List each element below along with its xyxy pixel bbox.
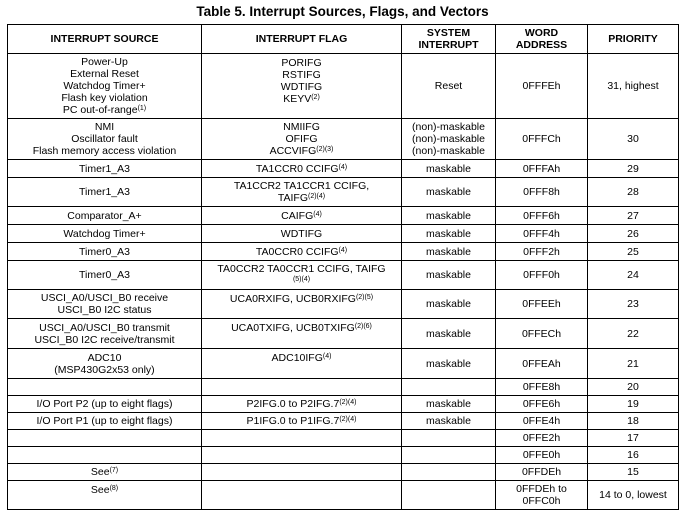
flag-cell [202, 319, 402, 349]
source-cell [8, 447, 202, 464]
flag-text: TAIFG [277, 192, 308, 204]
word-address-cell: 0FFEEh [496, 290, 588, 319]
word-address-cell: 0FFE8h [496, 379, 588, 396]
table-row [8, 319, 679, 349]
source-line: ADC10 [87, 352, 122, 364]
source-text: See [90, 466, 110, 478]
flag-cell [202, 379, 402, 396]
source-line: (MSP430G2x53 only) [54, 364, 155, 376]
source-line: Flash key violation [61, 92, 148, 104]
table-row [8, 379, 679, 396]
source-cell: Comparator_A+ [8, 207, 202, 225]
source-cell [8, 119, 202, 160]
flag-cell: WDTIFG [202, 225, 402, 243]
source-cell: Timer1_A3 [8, 160, 202, 178]
footnote-ref: (4) [322, 353, 332, 360]
flag-cell [202, 464, 402, 481]
footnote-ref: (2)(4) [339, 416, 357, 423]
flag-cell [202, 261, 402, 290]
flag-line [204, 93, 399, 105]
footnote-ref: (2)(4) [339, 399, 357, 406]
priority-cell: 25 [588, 243, 679, 261]
table-row [8, 464, 679, 481]
flag-cell [202, 160, 402, 178]
flag-text: UCA0RXIFG, UCB0RXIFG [229, 293, 356, 305]
source-line: USCI_B0 I2C status [57, 304, 152, 316]
system-interrupt-cell: maskable [402, 160, 496, 178]
flag-cell [202, 243, 402, 261]
source-line: USCI_A0/USCI_B0 transmit [39, 321, 170, 334]
system-interrupt-cell [402, 379, 496, 396]
priority-cell: 17 [588, 430, 679, 447]
footnote-ref: (2)(3) [316, 146, 334, 153]
word-address-cell: 0FFE2h [496, 430, 588, 447]
system-interrupt-cell: maskable [402, 349, 496, 379]
word-address-cell: 0FFE6h [496, 396, 588, 413]
table-row [8, 261, 679, 290]
system-interrupt-cell [402, 430, 496, 447]
address-line: 0FFDEh to [516, 483, 567, 495]
header-word-address [496, 25, 588, 54]
footnote-ref: (4) [338, 246, 348, 254]
header-priority: PRIORITY [588, 25, 679, 54]
system-interrupt-cell: maskable [402, 207, 496, 225]
header-word-line2: ADDRESS [515, 39, 568, 51]
table-row [8, 225, 679, 243]
address-line: 0FFC0h [522, 495, 561, 507]
source-text: See [90, 484, 110, 496]
priority-cell: 26 [588, 225, 679, 243]
table-row [8, 413, 679, 430]
priority-cell: 28 [588, 178, 679, 207]
system-interrupt-cell: maskable [402, 413, 496, 430]
system-interrupt-cell [402, 119, 496, 160]
system-interrupt-cell: maskable [402, 319, 496, 349]
source-line: External Reset [70, 68, 139, 80]
flag-line: OFIFG [285, 133, 318, 145]
table-row [8, 396, 679, 413]
source-cell [8, 430, 202, 447]
table-row [8, 178, 679, 207]
flag-text: P2IFG.0 to P2IFG.7 [246, 398, 340, 410]
table-row [8, 447, 679, 464]
source-cell [8, 379, 202, 396]
flag-cell [202, 178, 402, 207]
source-cell [8, 464, 202, 481]
priority-cell: 31, highest [588, 54, 679, 119]
header-system-interrupt [402, 25, 496, 54]
flag-line: NMIIFG [283, 121, 320, 133]
source-line: Power-Up [81, 56, 128, 68]
header-interrupt-flag: INTERRUPT FLAG [202, 25, 402, 54]
flag-text: ACCVIFG [269, 145, 317, 157]
word-address-cell: 0FFFCh [496, 119, 588, 160]
table-title: Table 5. Interrupt Sources, Flags, and Vectors [196, 4, 489, 19]
source-cell: I/O Port P2 (up to eight flags) [8, 396, 202, 413]
word-address-cell: 0FFFAh [496, 160, 588, 178]
word-address-cell: 0FFF8h [496, 178, 588, 207]
table-row [8, 243, 679, 261]
source-line: Flash memory access violation [32, 145, 177, 157]
system-line: (non)-maskable [412, 145, 485, 157]
flag-cell [202, 349, 402, 379]
word-address-cell: 0FFFEh [496, 54, 588, 119]
table-row [8, 119, 679, 160]
flag-cell [202, 290, 402, 319]
flag-line: RSTIFG [282, 69, 321, 81]
table-row [8, 54, 679, 119]
source-cell [8, 290, 202, 319]
footnote-ref: (1) [137, 105, 147, 112]
source-line: USCI_B0 I2C receive/transmit [34, 333, 175, 346]
source-cell [8, 481, 202, 510]
priority-cell: 18 [588, 413, 679, 430]
priority-cell: 15 [588, 464, 679, 481]
priority-cell: 24 [588, 261, 679, 290]
footnote-ref: (5)(4) [292, 276, 311, 283]
word-address-cell: 0FFF0h [496, 261, 588, 290]
word-address-cell: 0FFDEh [496, 464, 588, 481]
source-cell: Timer1_A3 [8, 178, 202, 207]
table-row [8, 160, 679, 178]
footnote-ref: (2)(5) [355, 294, 374, 301]
priority-cell: 30 [588, 119, 679, 160]
source-cell: Timer0_A3 [8, 261, 202, 290]
flag-text: TA1CCR0 CCIFG [255, 162, 339, 175]
flag-line [204, 192, 399, 204]
table-row [8, 290, 679, 319]
footnote-ref: (2)(6) [354, 323, 372, 330]
footnote-ref: (8) [109, 485, 119, 492]
footnote-ref: (7) [109, 467, 119, 474]
system-interrupt-cell: maskable [402, 290, 496, 319]
system-interrupt-cell: maskable [402, 225, 496, 243]
source-line [10, 104, 199, 116]
priority-cell: 19 [588, 396, 679, 413]
source-line: USCI_A0/USCI_B0 receive [40, 292, 169, 304]
flag-text: UCA0TXIFG, UCB0TXIFG [231, 322, 355, 334]
header-word-line1: WORD [524, 27, 559, 39]
word-address-cell: 0FFE0h [496, 447, 588, 464]
priority-cell: 23 [588, 290, 679, 319]
table-row [8, 430, 679, 447]
word-address-cell: 0FFE4h [496, 413, 588, 430]
word-address-cell: 0FFEAh [496, 349, 588, 379]
footnote-ref: (4) [313, 210, 322, 218]
header-system-line2: INTERRUPT [418, 39, 479, 51]
priority-cell: 29 [588, 160, 679, 178]
system-line: (non)-maskable [412, 133, 485, 145]
table-row [8, 207, 679, 225]
table-row [8, 349, 679, 379]
source-cell: Watchdog Timer+ [8, 225, 202, 243]
flag-line: PORIFG [281, 57, 322, 69]
system-interrupt-cell [402, 464, 496, 481]
source-line: NMI [94, 121, 115, 133]
system-interrupt-cell [402, 447, 496, 464]
system-interrupt-cell: maskable [402, 261, 496, 290]
flag-line: TA1CCR2 TA1CCR1 CCIFG, [233, 180, 370, 192]
priority-cell: 16 [588, 447, 679, 464]
source-cell [8, 349, 202, 379]
source-cell: I/O Port P1 (up to eight flags) [8, 413, 202, 430]
interrupt-table [7, 24, 679, 510]
source-line: Oscillator fault [71, 133, 138, 145]
system-line: (non)-maskable [412, 121, 485, 133]
word-address-cell: 0FFF4h [496, 225, 588, 243]
flag-cell [202, 447, 402, 464]
system-interrupt-cell [402, 481, 496, 510]
flag-cell [202, 481, 402, 510]
header-interrupt-source: INTERRUPT SOURCE [8, 25, 202, 54]
priority-cell: 27 [588, 207, 679, 225]
flag-text: KEYV [283, 93, 312, 105]
flag-line [204, 275, 399, 287]
priority-cell: 22 [588, 319, 679, 349]
flag-cell [202, 54, 402, 119]
table-row [8, 481, 679, 510]
flag-line [204, 145, 399, 157]
flag-cell [202, 207, 402, 225]
source-cell [8, 319, 202, 349]
word-address-cell: 0FFF2h [496, 243, 588, 261]
footnote-ref: (2) [311, 94, 320, 101]
source-text: PC out-of-range [62, 104, 138, 116]
flag-cell [202, 430, 402, 447]
priority-cell: 20 [588, 379, 679, 396]
system-interrupt-cell: maskable [402, 243, 496, 261]
source-cell: Timer0_A3 [8, 243, 202, 261]
system-interrupt-cell: maskable [402, 178, 496, 207]
flag-cell [202, 119, 402, 160]
priority-cell: 14 to 0, lowest [588, 481, 679, 510]
footnote-ref: (4) [338, 163, 348, 171]
flag-text: P1IFG.0 to P1IFG.7 [246, 415, 340, 427]
header-row [8, 25, 679, 54]
flag-line: TA0CCR2 TA0CCR1 CCIFG, TAIFG [217, 263, 386, 275]
priority-cell: 21 [588, 349, 679, 379]
system-interrupt-cell: maskable [402, 396, 496, 413]
flag-cell [202, 396, 402, 413]
system-interrupt-cell: Reset [402, 54, 496, 119]
footnote-ref: (2)(4) [308, 193, 326, 200]
flag-cell [202, 413, 402, 430]
source-cell [8, 54, 202, 119]
word-address-cell: 0FFF6h [496, 207, 588, 225]
source-line: Watchdog Timer+ [63, 80, 146, 92]
flag-line: WDTIFG [280, 81, 323, 93]
flag-text: CAIFG [281, 209, 314, 222]
flag-text: ADC10IFG [271, 352, 323, 364]
word-address-cell: 0FFECh [496, 319, 588, 349]
word-address-cell [496, 481, 588, 510]
flag-text: TA0CCR0 CCIFG [255, 245, 339, 258]
header-system-line1: SYSTEM [426, 27, 471, 39]
